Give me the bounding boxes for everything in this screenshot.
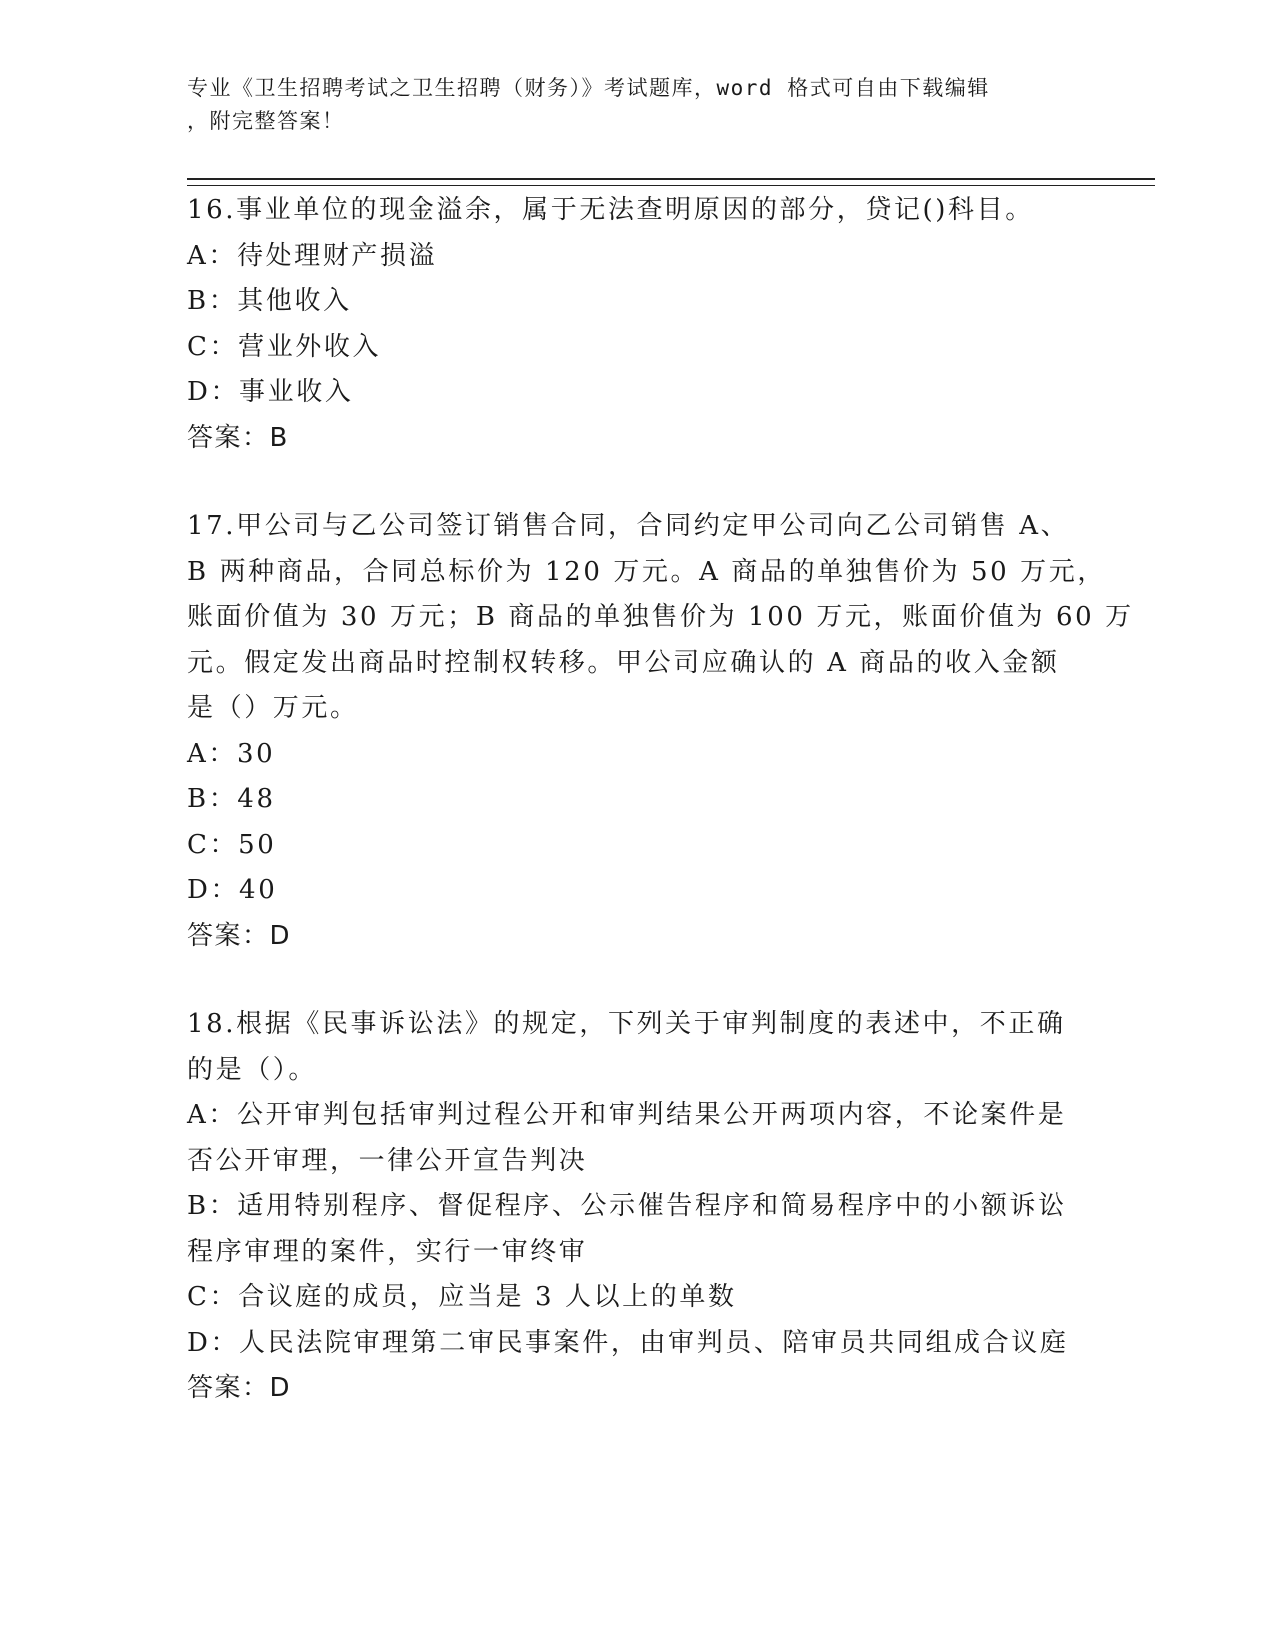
document-header	[187, 72, 1077, 138]
option-d: D：人民法院审理第二审民事案件，由审判员、陪审员共同组成合议庭	[187, 1327, 1069, 1358]
option-b: B：适用特别程序、督促程序、公示催告程序和简易程序中的小额诉讼	[187, 1191, 1067, 1221]
option-c: C：合议庭的成员，应当是 3 人以上的单数	[187, 1282, 737, 1312]
option-b: B：48	[187, 784, 276, 814]
question-18	[187, 1002, 1087, 1412]
option-a: A：待处理财产损溢	[187, 240, 438, 271]
stem-line: 是（）万元。	[187, 693, 359, 723]
stem-line: B 两种商品，合同总标价为 120 万元。A 商品的单独售价为 50 万元，	[187, 556, 1106, 587]
stem-line: 16.事业单位的现金溢余，属于无法查明原因的部分，贷记()科目。	[187, 195, 1034, 225]
answer-label: 答案：B	[187, 422, 289, 453]
stem-line: 17.甲公司与乙公司签订销售合同，合同约定甲公司向乙公司销售 A、	[187, 511, 1070, 541]
question-16	[187, 188, 1087, 461]
option-c: C：50	[187, 829, 277, 860]
option-c: C：营业外收入	[187, 331, 382, 362]
option-a: A：30	[187, 738, 276, 769]
question-list	[187, 188, 1134, 1455]
option-d: D：事业收入	[187, 377, 354, 407]
option-b-continued: 程序审理的案件，实行一审终审	[187, 1236, 588, 1267]
stem-line: 元。假定发出商品时控制权转移。甲公司应确认的 A 商品的收入金额	[187, 647, 1060, 678]
header-divider	[187, 178, 1155, 186]
answer-label: 答案：D	[187, 920, 292, 951]
stem-line: 18.根据《民事诉讼法》的规定，下列关于审判制度的表述中，不正确	[187, 1009, 1066, 1039]
stem-line: 账面价值为 30 万元；B 商品的单独售价为 100 万元，账面价值为 60 万	[187, 602, 1134, 632]
option-a: A：公开审判包括审判过程公开和审判结果公开两项内容，不论案件是	[187, 1100, 1067, 1130]
header-line-2: ，附完整答案！	[187, 109, 345, 133]
question-stem	[187, 1002, 1087, 1093]
stem-line: 的是（）。	[187, 1054, 318, 1085]
answer-label: 答案：D	[187, 1373, 292, 1403]
header-line-1: 专业《卫生招聘考试之卫生招聘（财务）》考试题库，word 格式可自由下载编辑	[187, 76, 990, 100]
option-b: B：其他收入	[187, 286, 352, 316]
option-a-continued: 否公开审理，一律公开宣告判决	[187, 1145, 588, 1176]
question-stem	[187, 188, 1087, 234]
option-d: D：40	[187, 875, 278, 905]
question-17	[187, 504, 1134, 959]
question-stem	[187, 504, 1134, 732]
